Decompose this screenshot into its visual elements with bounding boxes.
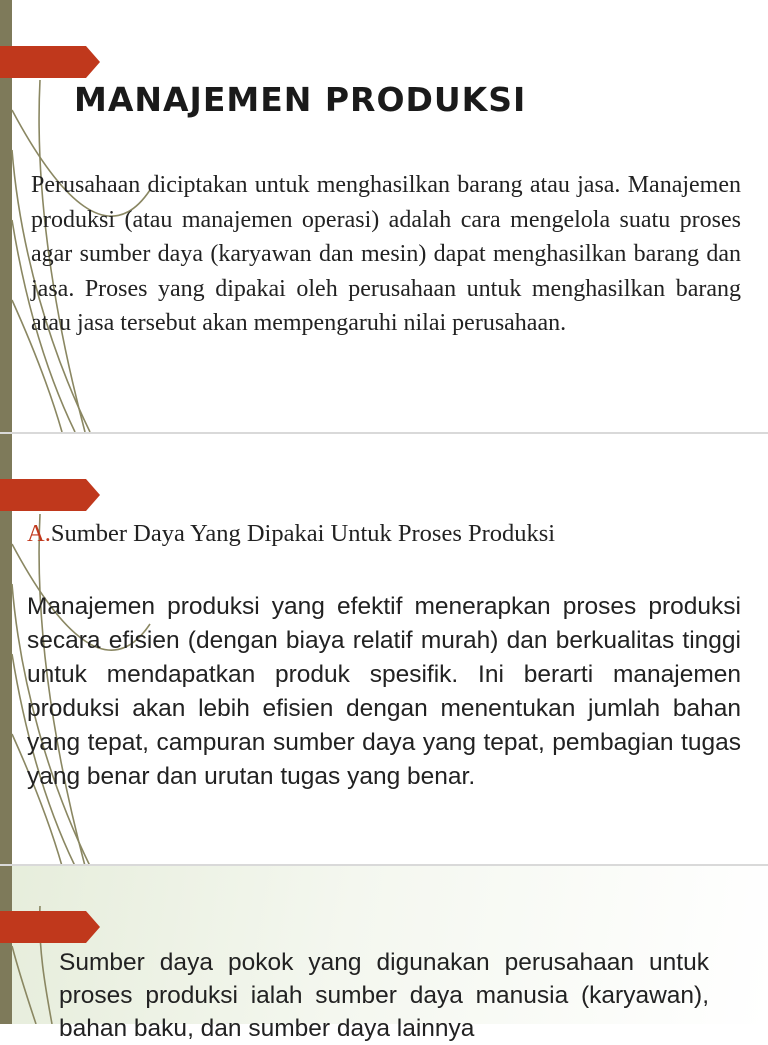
page-title: MANAJEMEN PRODUKSI bbox=[74, 80, 527, 119]
section-heading bbox=[27, 520, 555, 548]
section-heading-text: Sumber Daya Yang Dipakai Untuk Proses Produksi bbox=[50, 520, 556, 547]
slide-accent-tab bbox=[0, 911, 100, 943]
section-letter: A. bbox=[27, 520, 51, 547]
section-paragraph: Manajemen produksi yang efektif menerapkan proses produksi secara efisien (dengan biaya relatif murah) dan berkualitas tinggi untuk mendapatkan produk spesifik. Ini berarti manajemen produksi akan lebih efisien dengan menentukan jumlah bahan yang tepat, campuran sumber daya yang tepat, pembagian tugas yang benar dan urutan tugas yang benar. bbox=[27, 593, 741, 790]
intro-paragraph: Perusahaan diciptakan untuk menghasilkan barang atau jasa. Manajemen produksi (atau manajemen operasi) adalah cara mengelola suatu proses agar sumber daya (karyawan dan mesin) dapat menghasilkan barang dan jasa. Proses yang dipakai oleh perusahaan untuk menghasilkan barang atau jasa tersebut akan mempengaruhi nilai perusahaan. bbox=[31, 172, 741, 336]
slide-accent-tab bbox=[0, 479, 100, 511]
slide-1 bbox=[0, 0, 768, 432]
slide-accent-tab bbox=[0, 46, 100, 78]
resources-paragraph: Sumber daya pokok yang digunakan perusahaan untuk proses produksi ialah sumber daya manusia (karyawan), bahan baku, dan sumber daya lainnya bbox=[59, 949, 709, 1042]
